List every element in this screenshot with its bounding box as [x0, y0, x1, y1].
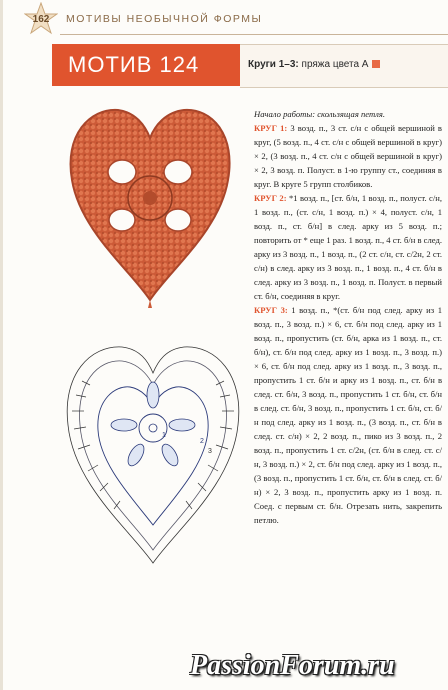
header-rule	[60, 34, 448, 35]
motif-title: МОТИВ 124	[68, 52, 200, 77]
section-title: МОТИВЫ НЕОБЫЧНОЙ ФОРМЫ	[66, 13, 263, 25]
round-3-instructions	[254, 303, 442, 527]
round-1-heading: КРУГ 1:	[254, 123, 288, 133]
round-1-instructions	[254, 121, 442, 191]
round-1-text: 3 возд. п., 3 ст. с/н с общей вершиной в круг, (5 возд. п., 4 ст. с/н с общей вершиной в круг) × 2, (3 возд. п., 4 ст. с/н с общей вершиной в круг) × 2, 3 возд. п. Полуст. в 1-ю группу ст., соединяя в круг. В круге 5 групп столбиков.	[254, 123, 442, 189]
yarn-color-swatch	[372, 60, 380, 68]
page-number: 162	[32, 14, 50, 25]
yarn-color-name: пряжа цвета A	[298, 59, 369, 70]
yarn-label	[248, 59, 380, 70]
round-2-text: *1 возд. п., [ст. б/н, 1 возд. п., полуст. с/н, 1 возд. п., (ст. с/н, 1 возд. п.) × 4, полуст. с/н, 1 возд. п., ст. б/н] в след. арку из 5 возд. п.; повторить от * еще 1 раз. 1 возд. п., 4 ст. б/н в след. арку из 3 возд. п., 1 возд. п., (2 ст. с/н, ст. с/2н, 2 ст. с/н) в след. арку из 3 возд. п., 1 возд. п., 4 ст. б/н в след. арку из 3 возд. п., 1 возд. п. Полуст. в первый ст. б/н, соединяя в круг.	[254, 193, 443, 301]
yarn-info-box	[240, 44, 448, 88]
round-3-label: 3	[208, 448, 212, 455]
round-3-text: 1 возд. п., *(ст. б/н под след. арку из 1 возд. п., 3 возд. п.) × 6, ст. б/н под след. арку из 1 возд. п., пропустить (ст. б/н, арка из 1 возд. п., ст. б/н), ст. б/н под след. арку из 1 возд. п., 3 возд. п.) × 6, ст. б/н под след. арку из 1 возд. п., 3 возд. п., пропустить 1 ст. б/н и арку из 1 возд. п., ст. б/н в след. ст. б/н, 3 возд. п., пропустить 1 ст. б/н, ст. б/н в след. ст. б/н, 3 возд. п., пропустить 1 ст. б/н, ст. б/н под след. арку из 1 возд. п., (3 возд. п., ст. б/н в след. ст. с/н) × 2, 2 возд. п., пико из 3 возд. п., 2 возд. п., пропустить 1 ст. с/2н, (ст. б/н в след. ст. с/н, 3 возд. п.) × 2, ст. б/н под след. арку из 1 возд. п., (3 возд. п., пропустить 1 ст. б/н, ст. б/н в след. ст. б/н) × 2, 3 возд. п., пропустить арку из 1 возд. п. Соед. с первым ст. б/н. Отрезать нить, закрепить петлю.	[254, 305, 442, 525]
round-1-label: 1	[162, 432, 166, 439]
round-2-heading: КРУГ 2:	[254, 193, 287, 203]
instructions-intro: Начало работы: скользящая петля.	[254, 109, 386, 119]
round-2-label: 2	[200, 438, 204, 445]
instructions-column	[254, 107, 442, 527]
yarn-rounds: Круги 1–3:	[248, 59, 299, 70]
forum-watermark: PassionForum.ru	[190, 650, 395, 681]
motif-title-banner	[52, 44, 240, 86]
motif-photo	[60, 100, 240, 310]
page-binding-edge	[0, 0, 3, 690]
page-header	[0, 0, 448, 42]
crochet-chart	[60, 325, 246, 575]
round-2-instructions	[254, 191, 442, 303]
round-3-heading: КРУГ 3:	[254, 305, 288, 315]
